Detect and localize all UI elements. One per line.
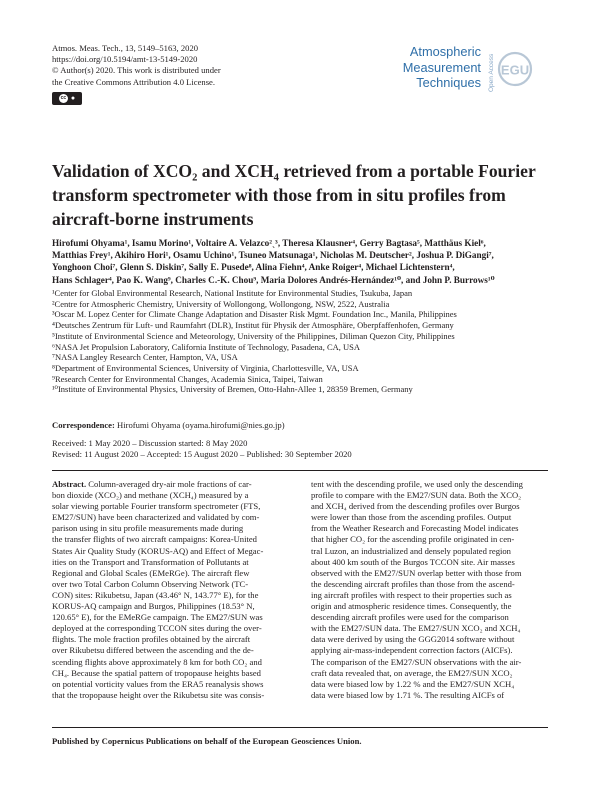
abstract-line: on potential vorticity values from the ERA5 reanalysis shows <box>52 678 264 689</box>
abstract-line: States Air Quality Study (KORUS-AQ) and Effect of Megac- <box>52 545 264 556</box>
abstract-line: profile to compare with the EM27/SUN data. Both the XCO₂ <box>311 490 522 501</box>
affiliation: ⁷NASA Langley Research Center, Hampton, VA, USA <box>52 352 238 363</box>
affiliation: ¹⁰Institute of Environmental Physics, University of Bremen, Otto-Hahn-Allee 1, 28359 Bremen, Germany <box>52 384 413 395</box>
abstract-line: with the EM27/SUN data. The EM27/SUN XCO₂ and XCH₄ <box>311 623 521 634</box>
affiliation: ³Oscar M. Lopez Center for Climate Change Adaptation and Disaster Risk Mgmt. Foundation Inc., Manila, Philippines <box>52 309 457 320</box>
abstract-line: from the Weather Research and Forecasting Model indicates <box>311 523 519 534</box>
abstract-line: were lower than those from the ascending profiles. Output <box>311 512 512 523</box>
divider <box>52 727 548 728</box>
abstract-line: scending flights above approximately 8 km for both CO₂ and <box>52 656 262 667</box>
copyright-line: © Author(s) 2020. This work is distributed under <box>52 65 221 76</box>
abstract-line: tral Luzon, an industrialized and densely populated region <box>311 545 511 556</box>
abstract-line: data were derived by using the GGG2014 software without <box>311 634 515 645</box>
author-line: Hirofumi Ohyama¹, Isamu Morino¹, Voltaire A. Velazco²ˎ³, Theresa Klausner⁴, Gerry Bagtasa⁵, Matthäus Kiel⁶, <box>52 238 486 248</box>
journal-logo <box>371 44 481 91</box>
correspondence <box>52 420 285 431</box>
affiliation: ⁴Deutsches Zentrum für Luft- und Raumfahrt (DLR), Institut für Physik der Atmosphäre, Oberpfaffenhofen, Germany <box>52 320 454 331</box>
title-line: transform spectrometer with those from in situ profiles from <box>52 185 506 205</box>
title-line: aircraft-borne instruments <box>52 209 254 229</box>
doi-link[interactable]: https://doi.org/10.5194/amt-13-5149-2020 <box>52 54 198 65</box>
open-access-label <box>484 38 496 94</box>
abstract-line: applying air-mass-independent correction factors (AICFs). <box>311 645 513 656</box>
abstract-line: solar viewing portable Fourier transform spectrometer (FTS, <box>52 501 261 512</box>
abstract-left-column <box>52 479 289 701</box>
abstract-line: craft data revealed that, on average, the EM27/SUN XCO₂ <box>311 667 513 678</box>
abstract-line: deployed at the corresponding TCCON sites during the over- <box>52 623 262 634</box>
abstract-line: The comparison of the EM27/SUN observations with the air- <box>311 656 522 667</box>
journal-citation: Atmos. Meas. Tech., 13, 5149–5163, 2020 <box>52 43 199 53</box>
cc-by-license-icon[interactable] <box>52 92 82 105</box>
abstract-line: data were biased low by 1.71 %. The resulting AICFs of <box>311 689 505 700</box>
abstract-line: ing aircraft profiles with respect to their properties such as <box>311 589 512 600</box>
abstract-label: Abstract. <box>52 479 87 489</box>
correspondence-email[interactable]: Hirofumi Ohyama (oyama.hirofumi@nies.go.jp) <box>117 420 285 430</box>
svg-text:EGU: EGU <box>500 62 530 78</box>
abstract-line: tent with the descending profile, we used only the descending <box>311 479 523 489</box>
egu-logo-icon <box>497 51 535 87</box>
dates-line: Received: 1 May 2020 – Discussion started: 8 May 2020 <box>52 438 248 448</box>
affiliation-list <box>52 288 552 395</box>
author-line: Hans Schlager⁴, Pao K. Wang⁹, Charles C.-K. Chou⁹, Maria Dolores Andrés-Hernández¹⁰, and John P. Burrows¹⁰ <box>52 274 495 285</box>
abstract-line: over Rikubetsu differed between the ascending and the de- <box>52 645 254 656</box>
abstract-line: origin and atmospheric residence times. Consequently, the <box>311 601 512 612</box>
abstract-line: CON) sites: Rikubetsu, Japan (43.46° N, 143.77° E), for the <box>52 589 259 600</box>
affiliation: ²Centre for Atmospheric Chemistry, University of Wollongong, Wollongong, NSW, 2522, Australia <box>52 298 390 309</box>
abstract-line: flights. The mole fraction profiles obtained by the aircraft <box>52 634 251 645</box>
divider <box>52 470 548 471</box>
copyright-line: the Creative Commons Attribution 4.0 License. <box>52 76 216 87</box>
abstract-line: that higher CO₂ for the ascending profile originated in cen- <box>311 534 515 545</box>
abstract-line: data were biased low by 1.22 % and the EM27/SUN XCH₄ <box>311 678 515 689</box>
abstract-line: about 400 km south of the Burgos TCCON site. Air masses <box>311 556 515 567</box>
affiliation: ⁵Institute of Environmental Science and Meteorology, University of the Philippines, Diliman Quezon City, Philippines <box>52 330 455 341</box>
abstract-line: the descending aircraft profiles than those from the ascend- <box>311 578 515 589</box>
affiliation: ⁹Research Center for Environmental Changes, Academia Sinica, Taipei, Taiwan <box>52 373 323 384</box>
abstract-line: CH₄. Because the spatial pattern of tropopause heights based <box>52 667 261 678</box>
dates-line: Revised: 11 August 2020 – Accepted: 15 August 2020 – Published: 30 September 2020 <box>52 449 352 460</box>
correspondence-label: Correspondence: <box>52 420 115 430</box>
abstract-line: ities on the Transport and Transformation of Pollutants at <box>52 556 249 567</box>
author-line: Yonghoon Choi⁷, Glenn S. Diskin⁷, Sally E. Pusede⁸, Alina Fiehn⁴, Anke Roiger⁴, Michael Lichtenstern⁴, <box>52 262 455 273</box>
abstract-line: Abstract. Column-averaged dry-air mole fractions of car- <box>52 479 252 489</box>
affiliation: ¹Center for Global Environmental Research, National Institute for Environmental Studies, Tsukuba, Japan <box>52 288 413 298</box>
abstract-line: 120.65° E), for the EMeRGe campaign. The EM27/SUN was <box>52 612 263 623</box>
by-person-icon: ● <box>70 95 76 102</box>
journal-name-line: Atmospheric <box>409 44 481 59</box>
abstract-line: KORUS-AQ campaign and Burgos, Philippines (18.53° N, <box>52 601 255 612</box>
journal-name-line: Measurement <box>402 59 481 75</box>
abstract-line: Regional and Global Scales (EMeRGe). The aircraft flew <box>52 567 250 578</box>
journal-name-line: Techniques <box>416 75 481 90</box>
publisher-footer: Published by Copernicus Publications on behalf of the European Geosciences Union. <box>52 736 362 746</box>
affiliation: ⁸Department of Environmental Sciences, University of Virginia, Charlottesville, VA, USA <box>52 362 359 373</box>
abstract-line: bon dioxide (XCO₂) and methane (XCH₄) measured by a <box>52 490 249 501</box>
abstract-line: the transfer flights of two aircraft campaigns: Korea-United <box>52 534 257 545</box>
abstract-line: parison using in situ profile measurements made during <box>52 523 244 534</box>
publication-dates <box>52 438 352 461</box>
title-line: Validation of XCO₂ and XCH₄ retrieved from a portable Fourier <box>52 161 536 181</box>
abstract-line: descending aircraft profiles were used for the comparison <box>311 612 509 623</box>
abstract-line: observed with the EM27/SUN overlap better with those from <box>311 567 522 578</box>
paper-title <box>52 159 552 231</box>
author-line: Matthias Frey¹, Akihiro Hori¹, Osamu Uchino¹, Tsuneo Matsunaga¹, Nicholas M. Deutscher², Joshua P. DiGangi⁷, <box>52 250 494 261</box>
cc-circle-icon: cc <box>60 95 67 101</box>
abstract-line: over two Total Carbon Column Observing Network (TC- <box>52 578 249 589</box>
abstract-line: and XCH₄ derived from the descending profiles over Burgos <box>311 501 520 512</box>
affiliation: ⁶NASA Jet Propulsion Laboratory, California Institute of Technology, Pasadena, CA, USA <box>52 341 361 352</box>
svg-text:Open Access: Open Access <box>488 53 495 92</box>
abstract-line: that the tropopause height over the Rikubetsu site was consis- <box>52 689 265 700</box>
abstract-line: EM27/SUN) have been characterized and validated by com- <box>52 512 260 523</box>
abstract-right-column <box>311 479 548 701</box>
author-list <box>52 237 552 286</box>
citation-block <box>52 43 221 88</box>
